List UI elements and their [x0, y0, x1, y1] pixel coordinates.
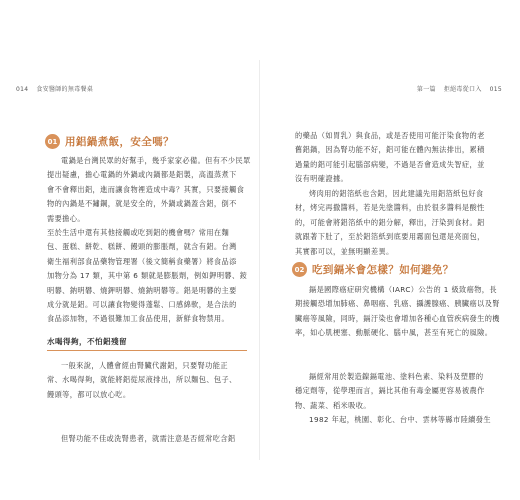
left-page-number: 014 [16, 86, 29, 93]
text-line: 1982 年起，桃園、彰化、台中、雲林等縣市陸續發生 [309, 415, 491, 424]
text-line: 饅頭等，都可以放心吃。 [47, 389, 131, 399]
section-number-badge: 01 [45, 134, 60, 149]
right-page-number: 015 [489, 86, 502, 93]
text-line: 過量的鋁可能引起腦部病變，不過是否會造成失智症，並 [295, 159, 485, 169]
text-line: 沒有明確證據。 [295, 174, 349, 184]
page-gutter [259, 60, 260, 460]
text-line: 成分就是鋁。可以讓食物變得蓬鬆、口感綿軟，是合法的 [47, 299, 237, 309]
text-line: 但腎功能不佳或洗腎患者，就需注意是否經常吃含鋁 [61, 434, 236, 443]
subheading-rule [47, 350, 247, 351]
text-line: 穩定劑等，從學理而言，鎘比其他有毒金屬更容易被農作 [295, 386, 485, 396]
left-paragraph-3 [47, 432, 236, 446]
section-heading-02 [292, 262, 454, 277]
text-line: 至於生活中還有其他接觸或吃到鋁的機會嗎？常用在麵 [47, 227, 230, 237]
text-line: 物、蔬菜、稻米吸收。 [295, 400, 371, 410]
left-paragraph-1 [47, 154, 251, 327]
text-line: 舊鋁鍋，因為腎功能不好，鋁可能在體內無法排出，累積 [295, 145, 485, 155]
text-line: 電鍋是台灣民眾的好幫手，幾乎家家必備。但有不少民眾 [61, 156, 251, 165]
text-line: 的，可能會將鋁箔紙中的鋁分解，釋出，汙染到食材。鋁 [295, 217, 485, 227]
text-line: 烤肉用的鋁箔紙也含鋁，因此建議先用鋁箔紙包好食 [309, 189, 484, 198]
text-line: 常、水喝得夠，就能將鋁從尿液排出，所以麵包、包子、 [47, 375, 237, 385]
left-running-head [16, 84, 93, 93]
text-line: 就跟著下肚了，至於鋁箔紙到底要用霧面包還是亮面包， [295, 232, 485, 242]
text-line: 加物分為 17 類，其中第 6 類就是膨脹劑，例如鉀明礬、銨 [47, 271, 248, 281]
text-line: 臟癌等風險，同時，鎘汙染也會增加各種心血管疾病發生的機 [295, 313, 500, 323]
text-line: 提出疑慮，擔心電鍋的外鍋或內鍋都是鋁製，高溫蒸煮下 [47, 170, 237, 180]
right-paragraph-4 [295, 370, 485, 413]
section-heading-text: 用鋁鍋煮飯，安全嗎？ [65, 136, 174, 148]
part-label: 第一篇 [416, 86, 436, 93]
text-line: 明礬、鈉明礬、燒鉀明礬、燒鈉明礬等。鋁是明礬的主要 [47, 285, 237, 295]
text-line: 材，烤完再撒醬料，若是先塗醬料，由於很多醬料是酸性 [295, 203, 485, 213]
right-paragraph-1 [295, 129, 485, 187]
section-heading-01 [45, 134, 174, 149]
text-line: 鎘經常用於製造鎳鎘電池、塗料色素、染料及塑膠的 [309, 372, 484, 381]
text-line: 期接觸恐增加肺癌、鼻咽癌、乳癌、攝護腺癌、胰臟癌以及腎 [295, 299, 500, 309]
text-line: 一般來說，人體會經由腎臟代謝鋁，只要腎功能正 [61, 361, 228, 370]
left-running-title: 食安醫師的無毒餐桌 [36, 86, 94, 93]
section-heading-text: 吃到鎘米會怎樣？如何避免？ [312, 264, 454, 276]
subheading-text: 水喝得夠，不怕鋁殘留 [47, 337, 127, 346]
text-line: 食品添加物，不過很難加工食品使用，新鮮食物禁用。 [47, 314, 230, 324]
text-line: 其實都可以，並無明顯差異。 [295, 246, 394, 256]
text-line: 會不會釋出鋁，進而讓食物裡造成中毒？其實，只要接觸食 [47, 184, 245, 194]
section-number-badge: 02 [292, 262, 307, 277]
subheading [47, 336, 259, 351]
right-paragraph-3 [295, 283, 500, 341]
right-paragraph-5 [295, 413, 491, 427]
right-running-head [417, 84, 502, 93]
text-line: 需要擔心。 [47, 213, 85, 223]
text-line: 的藥品（如胃乳）與食品，或是否使用可能汙染食物的老 [295, 131, 485, 140]
text-line: 包、蛋糕、餅乾、糕餅、饅頭的膨脹劑，就含有鋁。台灣 [47, 242, 237, 252]
text-line: 率，如心肌梗塞、動脈硬化、腦中風，甚至有死亡的風險。 [295, 328, 493, 338]
text-line: 鎘是國際癌症研究機構（IARC）公告的 1 級致癌物，長 [309, 285, 497, 294]
right-section-title: 拒絕毒從口入 [443, 86, 482, 93]
text-line: 物的內鍋是不鏽鋼，就是安全的，外鍋或鍋蓋含鋁，倒不 [47, 199, 237, 209]
left-paragraph-2 [47, 359, 237, 402]
text-line: 衛生福利部食品藥物管理署（後文簡稱食藥署）將食品添 [47, 256, 237, 266]
right-paragraph-2 [295, 187, 485, 259]
